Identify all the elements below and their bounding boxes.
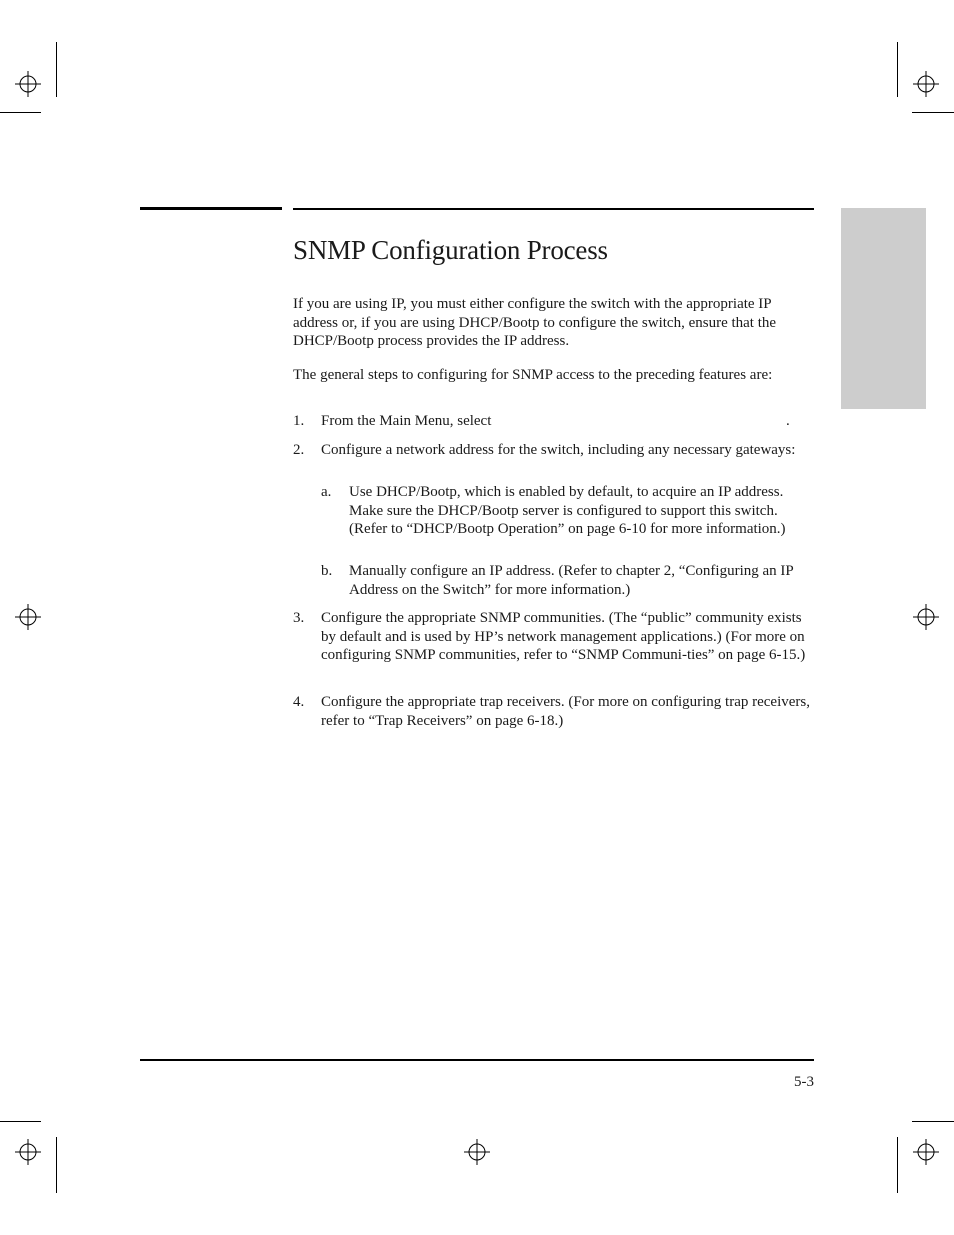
sub-list-item [321,562,817,599]
intro-paragraph: If you are using IP, you must either configure the switch with the appropriate IP address or, if you are using DHCP/Bootp to configure the switch, ensure that the DHCP/Bootp process provides the IP address. [293,296,777,350]
registration-mark-icon [15,71,41,97]
list-item [293,441,817,460]
crop-mark [897,42,898,97]
list-item [293,412,817,431]
chapter-thumb-tab [841,208,926,409]
footer-rule [140,1059,814,1061]
page-title: SNMP Configuration Process [293,235,608,265]
list-item-trailing-period: . [786,413,790,429]
crop-mark [0,1121,41,1122]
registration-mark-icon [913,71,939,97]
list-item-text: Configure the appropriate trap receivers. (For more on configuring trap receivers, refer to “Trap Receivers” on page 6-18.) [321,694,810,729]
list-item-number: 1. [293,413,305,429]
sub-list-item-text: Manually configure an IP address. (Refer to chapter 2, “Configuring an IP Address on the Switch” for more information.) [349,563,794,598]
crop-mark [897,1137,898,1193]
list-item [293,693,817,730]
intro-paragraph: The general steps to configuring for SNMP access to the preceding features are: [293,367,773,383]
crop-mark [912,112,954,113]
list-item-number: 4. [293,694,305,710]
registration-mark-icon [913,604,939,630]
list-item-number: 2. [293,442,305,458]
crop-mark [0,112,41,113]
list-item-text: Configure the appropriate SNMP communities. (The “public” community exists by default and is used by HP’s network management applications.) (For more on configuring SNMP communities, refer to “SNMP Communi-ties” on page 6-15.) [321,610,806,664]
list-item [293,609,817,665]
registration-mark-icon [464,1139,490,1165]
crop-mark [56,42,57,97]
registration-mark-icon [15,604,41,630]
sub-list-item [321,483,817,539]
registration-mark-icon [15,1139,41,1165]
sub-list-item-text: Use DHCP/Bootp, which is enabled by default, to acquire an IP address. Make sure the DHCP/Bootp server is configured to support this switch. (Refer to “DHCP/Bootp Operation” on page 6-10 for more information.) [349,484,786,538]
page-number: 5-3 [794,1074,814,1090]
header-rule-left [140,207,282,210]
sub-list-item-letter: a. [321,484,332,500]
crop-mark [912,1121,954,1122]
list-item-text: Configure a network address for the switch, including any necessary gateways: [321,442,796,458]
crop-mark [56,1137,57,1193]
list-item-text: From the Main Menu, select [321,413,492,429]
header-rule-right [293,208,814,210]
registration-mark-icon [913,1139,939,1165]
list-item-number: 3. [293,610,305,626]
sub-list-item-letter: b. [321,563,333,579]
